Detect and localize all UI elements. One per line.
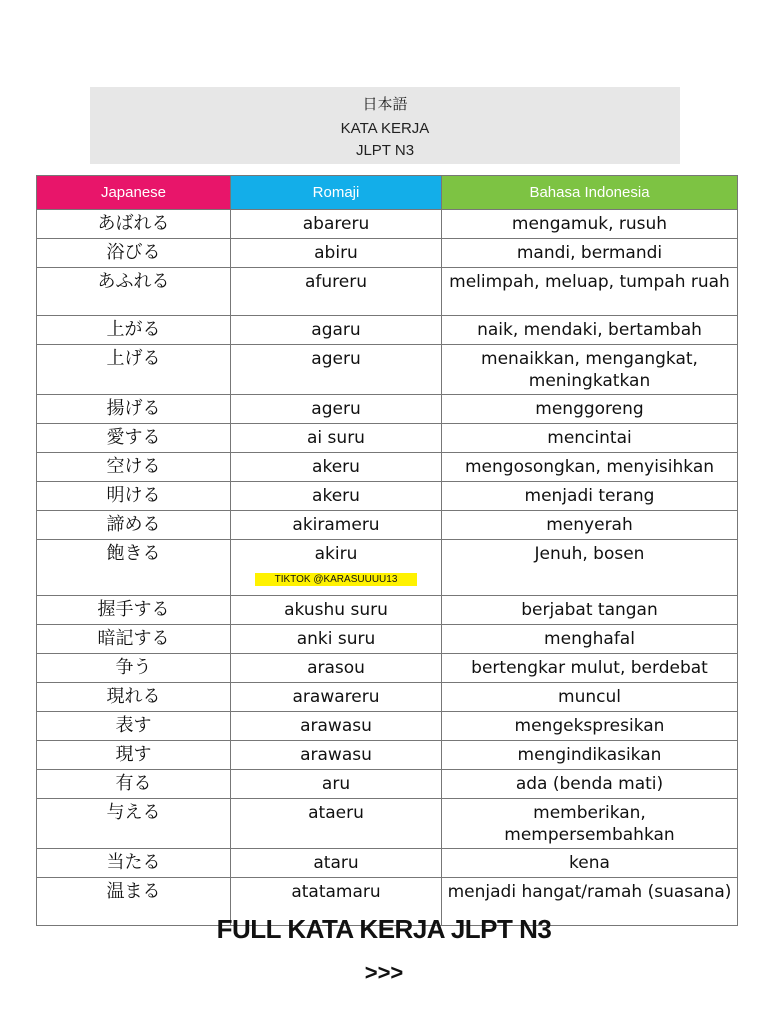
cell-romaji: ataeru	[231, 799, 442, 849]
cell-indonesian: muncul	[442, 683, 738, 712]
next-arrows: >>>	[364, 960, 404, 985]
table-row	[37, 770, 738, 799]
cell-indonesian: kena	[442, 849, 738, 878]
cell-indonesian: ada (benda mati)	[442, 770, 738, 799]
table-row	[37, 596, 738, 625]
cell-romaji: ageru	[231, 345, 442, 395]
cell-japanese: 浴びる	[37, 239, 231, 268]
cell-romaji: akirameru	[231, 511, 442, 540]
cell-romaji: ageru	[231, 395, 442, 424]
cell-romaji: abareru	[231, 210, 442, 239]
title-box	[90, 87, 680, 164]
cell-indonesian: melimpah, meluap, tumpah ruah	[442, 268, 738, 316]
cell-indonesian: mencintai	[442, 424, 738, 453]
table-row	[37, 395, 738, 424]
table-row	[37, 654, 738, 683]
cell-japanese: 現す	[37, 741, 231, 770]
cell-indonesian: menjadi hangat/ramah (suasana)	[442, 878, 738, 926]
cell-romaji: arawasu	[231, 741, 442, 770]
cell-romaji-with-watermark	[231, 540, 442, 596]
cell-indonesian: mengekspresikan	[442, 712, 738, 741]
cell-romaji: akeru	[231, 482, 442, 511]
cell-indonesian: mengamuk, rusuh	[442, 210, 738, 239]
cell-japanese: 与える	[37, 799, 231, 849]
table-row	[37, 210, 738, 239]
table-row	[37, 741, 738, 770]
table-row	[37, 712, 738, 741]
cell-romaji: akushu suru	[231, 596, 442, 625]
cell-indonesian: mandi, bermandi	[442, 239, 738, 268]
cell-romaji: atatamaru	[231, 878, 442, 926]
cell-japanese: 握手する	[37, 596, 231, 625]
title-kata-kerja: KATA KERJA	[340, 120, 430, 137]
cell-indonesian: menghafal	[442, 625, 738, 654]
column-header-romaji: Romaji	[231, 176, 442, 210]
table-row	[37, 540, 738, 596]
cell-indonesian: Jenuh, bosen	[442, 540, 738, 596]
table-row	[37, 345, 738, 395]
cell-indonesian: mengosongkan, menyisihkan	[442, 453, 738, 482]
cell-japanese: 愛する	[37, 424, 231, 453]
cell-japanese: 現れる	[37, 683, 231, 712]
cell-romaji: anki suru	[231, 625, 442, 654]
table-row	[37, 799, 738, 849]
cell-indonesian: bertengkar mulut, berdebat	[442, 654, 738, 683]
cell-romaji: agaru	[231, 316, 442, 345]
cell-japanese: あふれる	[37, 268, 231, 316]
cell-japanese: 飽きる	[37, 540, 231, 596]
tiktok-watermark: TIKTOK @KARASUUUU13	[255, 573, 417, 586]
cell-indonesian: berjabat tangan	[442, 596, 738, 625]
table-row	[37, 511, 738, 540]
column-header-japanese: Japanese	[37, 176, 231, 210]
table-header-row	[37, 176, 738, 210]
cell-romaji: akeru	[231, 453, 442, 482]
cell-japanese: 揚げる	[37, 395, 231, 424]
cell-romaji: aru	[231, 770, 442, 799]
cell-japanese: 上がる	[37, 316, 231, 345]
cell-japanese: あばれる	[37, 210, 231, 239]
table-row	[37, 625, 738, 654]
cell-japanese: 空ける	[37, 453, 231, 482]
cell-japanese: 有る	[37, 770, 231, 799]
cell-japanese: 諦める	[37, 511, 231, 540]
cell-romaji: arawareru	[231, 683, 442, 712]
table-row	[37, 482, 738, 511]
footer-title: FULL KATA KERJA JLPT N3	[216, 914, 552, 944]
vocabulary-table	[36, 175, 738, 926]
cell-indonesian: mengindikasikan	[442, 741, 738, 770]
title-japanese: 日本語	[362, 96, 408, 113]
title-jlpt-level: JLPT N3	[355, 142, 415, 159]
cell-japanese: 明ける	[37, 482, 231, 511]
cell-romaji: arasou	[231, 654, 442, 683]
cell-indonesian: menggoreng	[442, 395, 738, 424]
cell-indonesian: menaikkan, mengangkat, meningkatkan	[442, 345, 738, 395]
cell-indonesian: menyerah	[442, 511, 738, 540]
cell-japanese: 争う	[37, 654, 231, 683]
table-row	[37, 316, 738, 345]
cell-romaji: afureru	[231, 268, 442, 316]
table-row	[37, 424, 738, 453]
cell-romaji: ai suru	[231, 424, 442, 453]
cell-japanese: 表す	[37, 712, 231, 741]
table-row	[37, 683, 738, 712]
cell-romaji: arawasu	[231, 712, 442, 741]
column-header-bahasa-indonesia: Bahasa Indonesia	[442, 176, 738, 210]
cell-japanese: 暗記する	[37, 625, 231, 654]
table-row	[37, 268, 738, 316]
cell-japanese: 上げる	[37, 345, 231, 395]
table-row	[37, 849, 738, 878]
cell-japanese: 温まる	[37, 878, 231, 926]
table-row	[37, 453, 738, 482]
cell-romaji: abiru	[231, 239, 442, 268]
cell-japanese: 当たる	[37, 849, 231, 878]
cell-romaji: akiru	[314, 544, 358, 564]
cell-indonesian: memberikan, mempersembahkan	[442, 799, 738, 849]
cell-indonesian: naik, mendaki, bertambah	[442, 316, 738, 345]
table-row	[37, 239, 738, 268]
cell-indonesian: menjadi terang	[442, 482, 738, 511]
cell-romaji: ataru	[231, 849, 442, 878]
